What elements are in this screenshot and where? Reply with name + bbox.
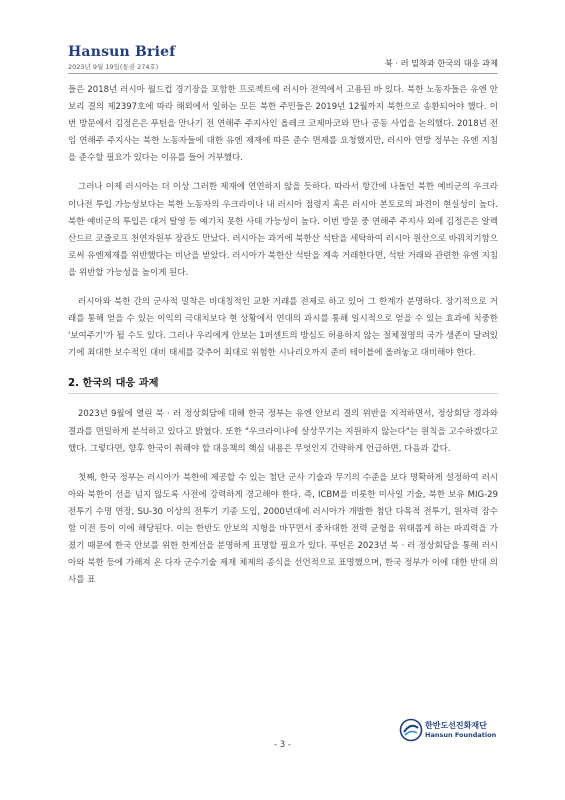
logo-english-name: Hansun Foundation [425,731,497,739]
paragraph: 들은 2018년 러시아 월드컵 경기장을 포함한 프로젝트에 러시아 전역에서 고용된 바 있다. 북한 노동자들은 유엔 안보리 결의 제2397호에 따라 해외에서 일하는 모든 북한 주민들은 2019년 12월까지 북한으로 송환되어야 했다. 이번 방문에서 김정은은 푸틴을 만나기 전 연해주 주지사인 올레크 코제마코와 만나 공동 사업을 논의했다. 2018년 전임 연해주 주지사는 북한 노동자들에 대한 유엔 제재에 따른 준수 면제를 요청했지만, 러시아 연방 정부는 유엔 지침을 준수할 필요가 있다는 이유를 들어 거부했다. [68,85,498,164]
document-title: 북 · 러 밀착과 한국의 대응 과제 [384,58,498,68]
brand-logo [68,44,175,60]
paragraph: 러시아와 북한 간의 군사적 밀착은 비대칭적인 교환 거래를 전제로 하고 있어 그 한계가 분명하다. 장기적으로 거래를 통해 얻을 수 있는 이익의 극대치보다 현 상황에서 연대의 과시를 통해 일시적으로 얻을 수 있는 효과에 치중한 '보여주기'가 될 수도 있다. 그러나 우리에게 안보는 1퍼센트의 방심도 허용하지 않는 절체절명의 국가 생존이 달려있기에 최대한 보수적인 대비 태세를 갖추어 최대로 위험한 시나리오까지 준비 테이블에 올려놓고 대비해야 한다. [68,297,498,359]
document-body [68,82,498,601]
page-number: - 3 - [274,740,291,750]
issue-info: 2023년 9월 19일(통권 274호) [68,63,159,71]
paragraph: 그러나 이제 러시아는 더 이상 그러한 제재에 연연하지 않을 듯하다. 따라서 항간에 나돌던 북한 예비군의 우크라이나전 투입 가능성보다는 북한 노동자의 우크라이나 내 러시아 점령지 혹은 러시아 본토로의 파견이 현실성이 높다. 북한 예비군의 투입은 대거 탈영 등 예기치 못한 사태 가능성이 높다. 이번 방문 중 연해주 주지사 외에 김정은은 알렉산드르 코즐로프 천연자원부 장관도 만났다. 러시아는 과거에 북한산 석탄을 세탁하여 러시아 원산으로 바꿔치기함으로써 유엔제재를 위반했다는 비난을 받았다. 러시아가 북한산 석탄을 계속 거래한다면, 석탄 거래와 관련한 유엔 지침을 위반할 가능성을 높이게 된다. [68,182,498,278]
hansun-foundation-emblem-icon [399,718,423,742]
section-heading: 2. 한국의 대응 과제 [68,374,498,394]
page-header [68,44,498,74]
paragraph: 2023년 9월에 열린 북 · 러 정상회담에 대해 한국 정부는 유엔 안보리 결의 위반을 지적하면서, 정상회담 경과와 결과를 면밀하게 분석하고 있다고 밝혔다. 또한 "우크라이나에 살상무기는 지원하지 않는다"는 원칙을 고수하겠다고 했다. 그렇다면, 향후 한국이 취해야 할 대응책의 핵심 내용은 무엇인지 간략하게 언급하면, 다음과 같다. [68,409,498,454]
header-divider [68,73,498,74]
logo-korean-name: 한반도선진화재단 [425,721,487,730]
paragraph: 첫째, 한국 정부는 러시아가 북한에 제공할 수 있는 첨단 군사 기술과 무기의 수준을 보다 명확하게 설정하여 러시아와 북한이 선을 넘지 않도록 사전에 강력하게 경고해야 한다. 즉, ICBM을 비롯한 미사일 기술, 북한 보유 MIG-29 전투기 수명 연장, SU-30 이상의 전투기 기종 도입, 2000년대에 러시아가 개발한 첨단 다목적 전투기, 원자력 잠수함 이전 등이 이에 해당된다. 이는 한반도 안보의 지형을 바꾸면서 중차대한 전력 균형을 위태롭게 하는 파괴력을 가졌기 때문에 한국 안보를 위한 한계선을 분명하게 표명할 필요가 있다. 푸틴은 2023년 북 · 러 정상회담을 통해 러시아와 북한 등에 가해져 온 다자 군수기술 제재 체제의 종식을 선언적으로 표명했으며, 한국 정부가 이에 대한 반대 의사를 표 [68,472,498,586]
brand-sub: Brief [135,44,176,60]
brand-main: Hansun [68,44,130,60]
